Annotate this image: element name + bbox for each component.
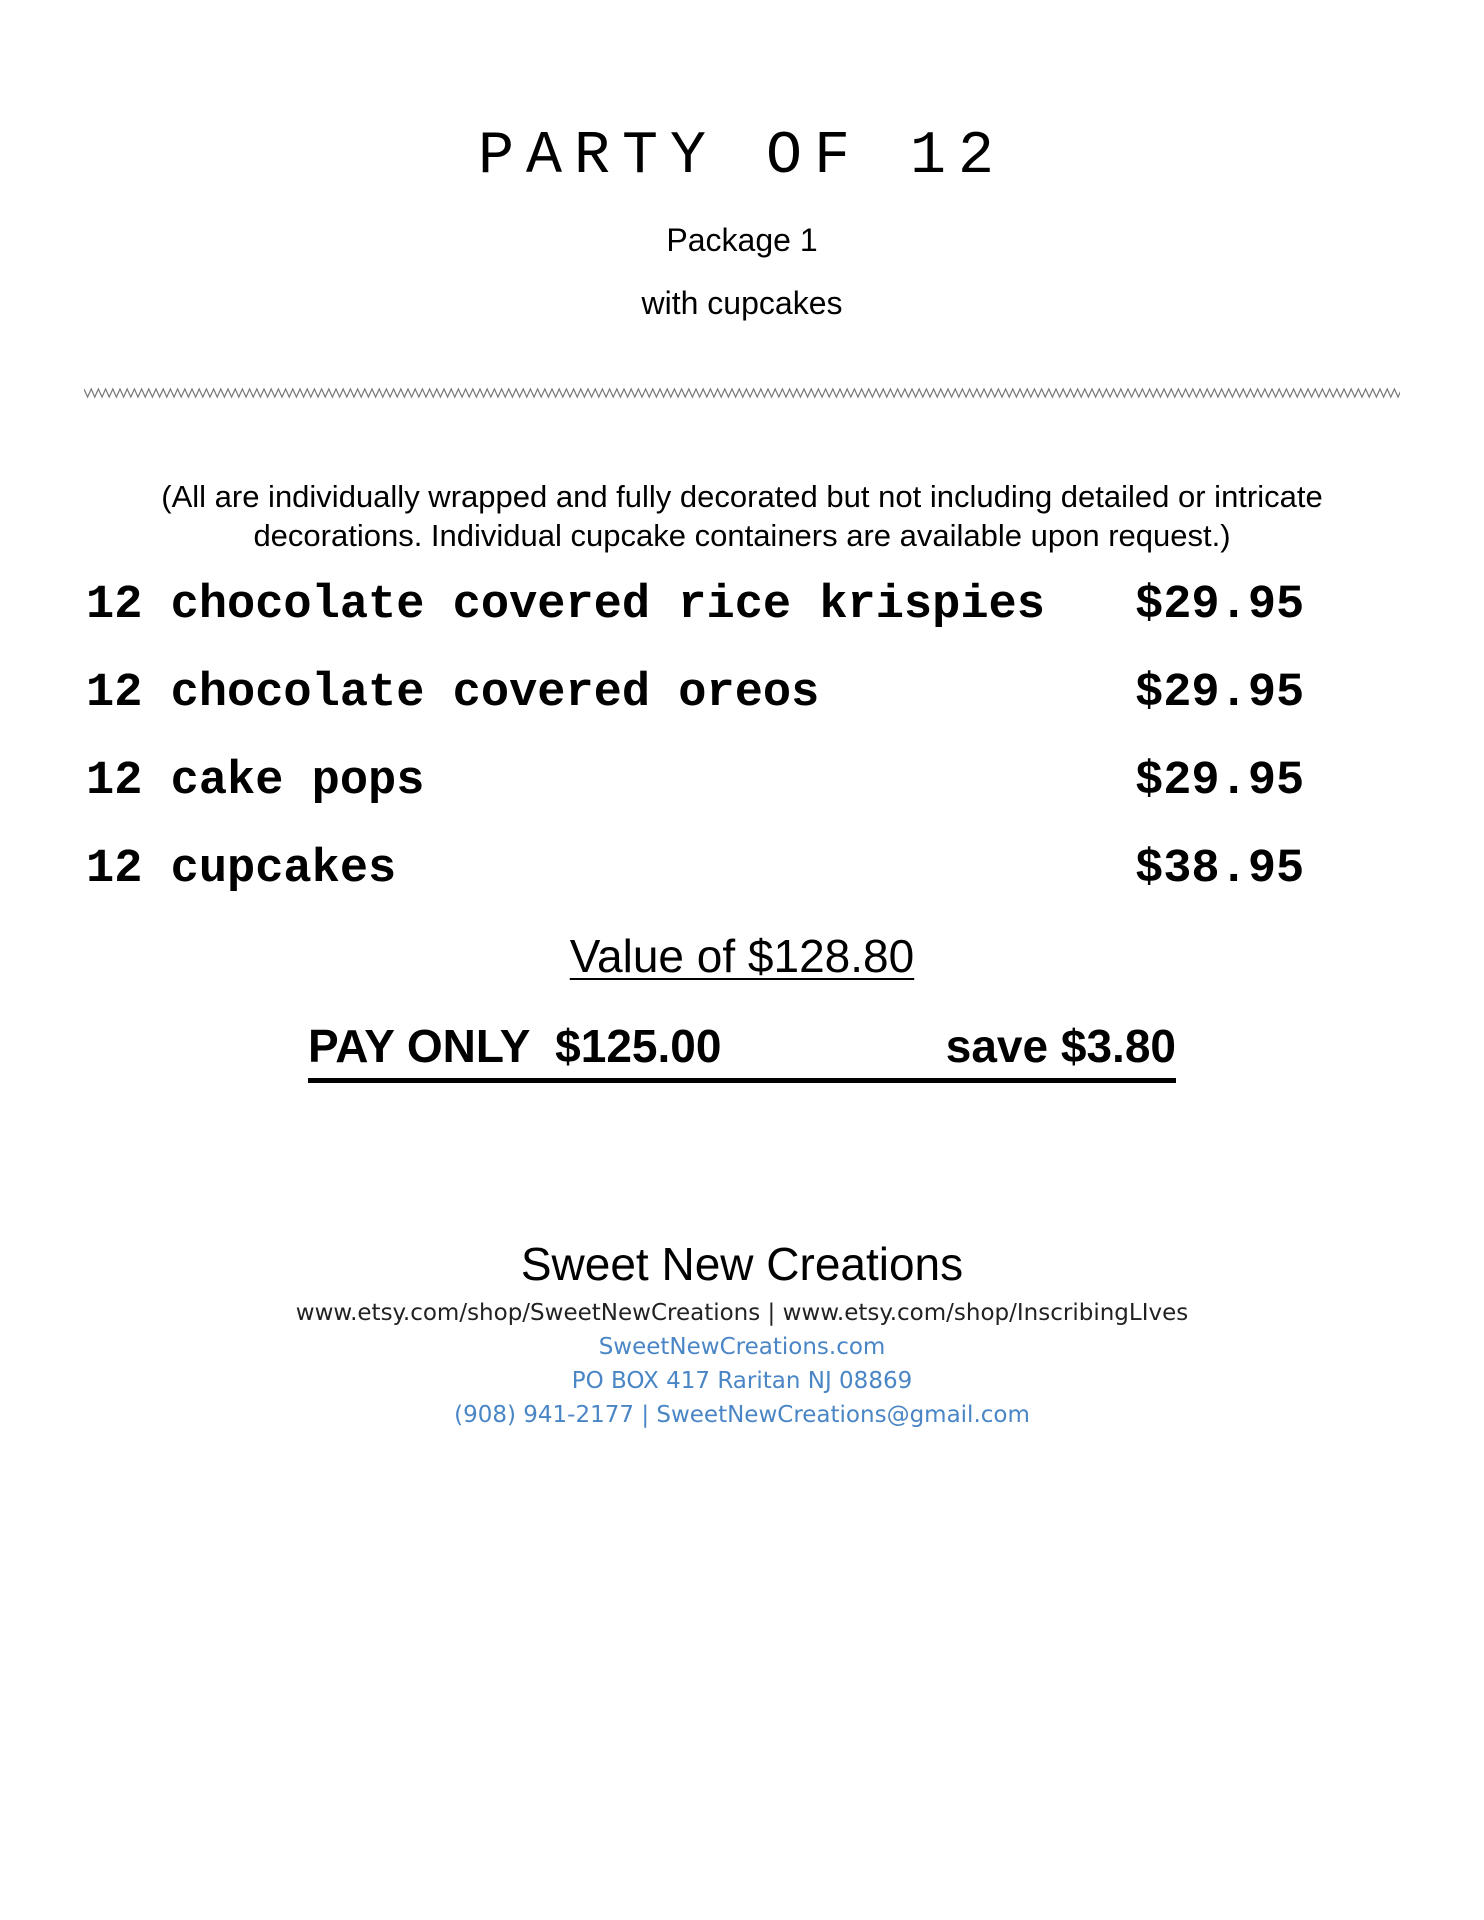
website-link[interactable]: SweetNewCreations.com: [598, 1334, 886, 1360]
list-item: [86, 840, 1336, 928]
item-price: $29.95: [1135, 755, 1305, 808]
mailing-address: PO BOX 417 Raritan NJ 08869: [571, 1368, 913, 1394]
page-title: PARTY OF 12: [477, 123, 1007, 191]
total-value-text: Value of $128.80: [569, 930, 915, 982]
packaging-note: (All are individually wrapped and fully decorated but not including detailed or intricate decorations. Individual cupcake containers are available upon request.): [161, 479, 1323, 553]
brand-name: Sweet New Creations: [520, 1238, 964, 1290]
item-label: 12 cake pops: [86, 755, 425, 808]
savings-amount: save $3.80: [945, 1020, 1176, 1072]
item-list: [86, 576, 1336, 928]
package-note: with cupcakes: [641, 285, 843, 321]
item-label: 12 chocolate covered oreos: [86, 667, 820, 720]
item-label: 12 chocolate covered rice krispies: [86, 579, 1045, 632]
contact-separator: |: [641, 1402, 650, 1428]
item-price: $29.95: [1135, 667, 1305, 720]
item-price: $29.95: [1135, 579, 1305, 632]
pay-only-price: PAY ONLY $125.00: [308, 1020, 722, 1072]
list-item: [86, 752, 1336, 840]
contact-line: [0, 1400, 1484, 1430]
item-price: $38.95: [1135, 843, 1305, 896]
package-name: Package 1: [666, 222, 818, 258]
item-label: 12 cupcakes: [86, 843, 397, 896]
list-item: [86, 576, 1336, 664]
email-link[interactable]: SweetNewCreations@gmail.com: [656, 1402, 1030, 1428]
decorative-divider: [84, 386, 1400, 400]
phone-number[interactable]: (908) 941-2177: [454, 1402, 634, 1428]
list-item: [86, 664, 1336, 752]
pay-only-line: [308, 1018, 1176, 1083]
total-value: [0, 928, 1484, 984]
shop-links[interactable]: www.etsy.com/shop/SweetNewCreations | www.etsy.com/shop/InscribingLIves: [295, 1300, 1189, 1326]
